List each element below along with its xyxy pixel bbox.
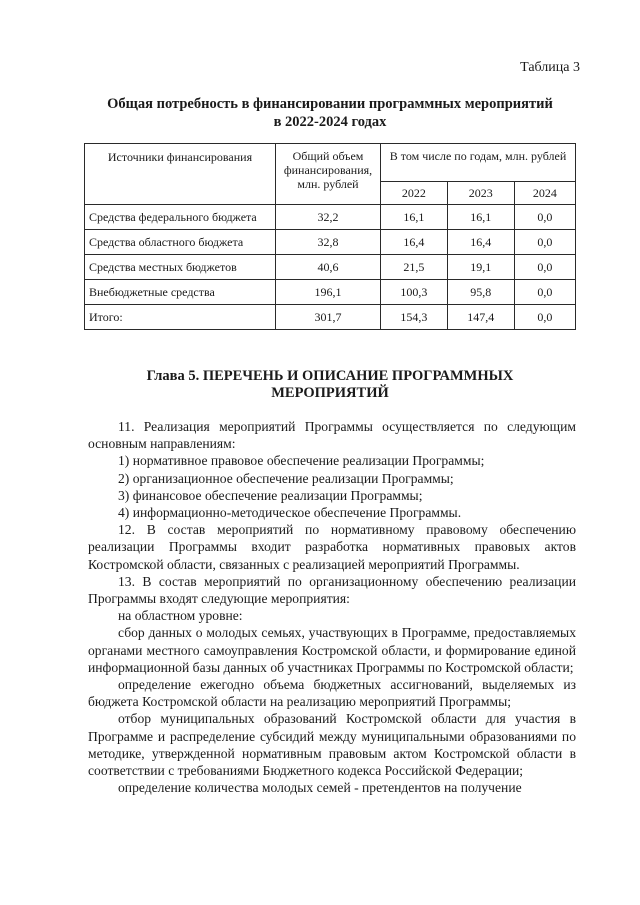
paragraph: сбор данных о молодых семьях, участвующих в Программе, предоставляемых органами местного самоуправления Костромской области, и формирование единой информационной базы данных об участниках Программы по Костромской области; [88, 625, 576, 675]
cell-2022: 154,3 [381, 305, 448, 330]
table-row [85, 230, 576, 255]
cell-total: 32,8 [276, 230, 381, 255]
cell-2022: 16,1 [381, 205, 448, 230]
cell-2023: 95,8 [447, 280, 514, 305]
cell-total: 301,7 [276, 305, 381, 330]
table-row [85, 280, 576, 305]
cell-2023: 19,1 [447, 255, 514, 280]
cell-total: 196,1 [276, 280, 381, 305]
cell-2023: 16,4 [447, 230, 514, 255]
cell-total: 32,2 [276, 205, 381, 230]
body-text [88, 418, 576, 796]
cell-2022: 21,5 [381, 255, 448, 280]
financing-table [84, 143, 576, 330]
paragraph: 4) информационно-методическое обеспечение Программы. [118, 505, 462, 521]
paragraph: определение количества молодых семей - претендентов на получение [118, 780, 522, 796]
cell-2024: 0,0 [514, 305, 575, 330]
header-source: Источники финансирования [85, 144, 276, 205]
cell-2024: 0,0 [514, 230, 575, 255]
cell-source: Средства местных бюджетов [85, 255, 276, 280]
cell-2024: 0,0 [514, 255, 575, 280]
table-label: Таблица 3 [520, 60, 580, 75]
header-year: 2022 [381, 182, 448, 205]
paragraph: на областном уровне: [118, 608, 243, 624]
cell-2024: 0,0 [514, 280, 575, 305]
paragraph: 3) финансовое обеспечение реализации Программы; [118, 487, 423, 503]
paragraph: определение ежегодно объема бюджетных ассигнований, выделяемых из бюджета Костромской области на реализацию мероприятий Программы; [88, 677, 576, 710]
table-title-line-2: в 2022-2024 годах [273, 114, 387, 130]
header-year: 2023 [447, 182, 514, 205]
paragraph: 1) нормативное правовое обеспечение реализации Программы; [118, 453, 485, 469]
cell-source: Итого: [85, 305, 276, 330]
paragraph: 11. Реализация мероприятий Программы осуществляется по следующим основным направлениям: [88, 419, 576, 452]
paragraph: 12. В состав мероприятий по нормативному правовому обеспечению реализации Программы входит разработка нормативных правовых актов Костромской области, связанных с реализацией мероприятий Программы. [88, 522, 576, 572]
paragraph: отбор муниципальных образований Костромской области для участия в Программе и распределение субсидий между муниципальными образованиями по методике, утвержденной нормативным правовым актом Костромской области в соответствии с требованиями Бюджетного кодекса Российской Федерации; [88, 711, 576, 779]
header-years-group: В том числе по годам, млн. рублей [381, 144, 576, 182]
cell-2023: 16,1 [447, 205, 514, 230]
table-row [85, 255, 576, 280]
cell-source: Средства областного бюджета [85, 230, 276, 255]
chapter-heading-line-2: МЕРОПРИЯТИЙ [271, 385, 389, 401]
cell-2024: 0,0 [514, 205, 575, 230]
table-title [80, 95, 580, 131]
table-row-total [85, 305, 576, 330]
table-row [85, 205, 576, 230]
cell-source: Внебюджетные средства [85, 280, 276, 305]
cell-source: Средства федерального бюджета [85, 205, 276, 230]
header-total: Общий объем финансирования, млн. рублей [276, 144, 381, 205]
header-year: 2024 [514, 182, 575, 205]
chapter-heading [80, 368, 580, 402]
chapter-heading-line-1: Глава 5. ПЕРЕЧЕНЬ И ОПИСАНИЕ ПРОГРАММНЫХ [146, 368, 514, 384]
cell-total: 40,6 [276, 255, 381, 280]
paragraph: 2) организационное обеспечение реализации Программы; [118, 470, 454, 486]
cell-2022: 100,3 [381, 280, 448, 305]
cell-2022: 16,4 [381, 230, 448, 255]
cell-2023: 147,4 [447, 305, 514, 330]
paragraph: 13. В состав мероприятий по организационному обеспечению реализации Программы входят следующие мероприятия: [88, 573, 576, 607]
table-title-line-1: Общая потребность в финансировании программных мероприятий [107, 96, 553, 112]
